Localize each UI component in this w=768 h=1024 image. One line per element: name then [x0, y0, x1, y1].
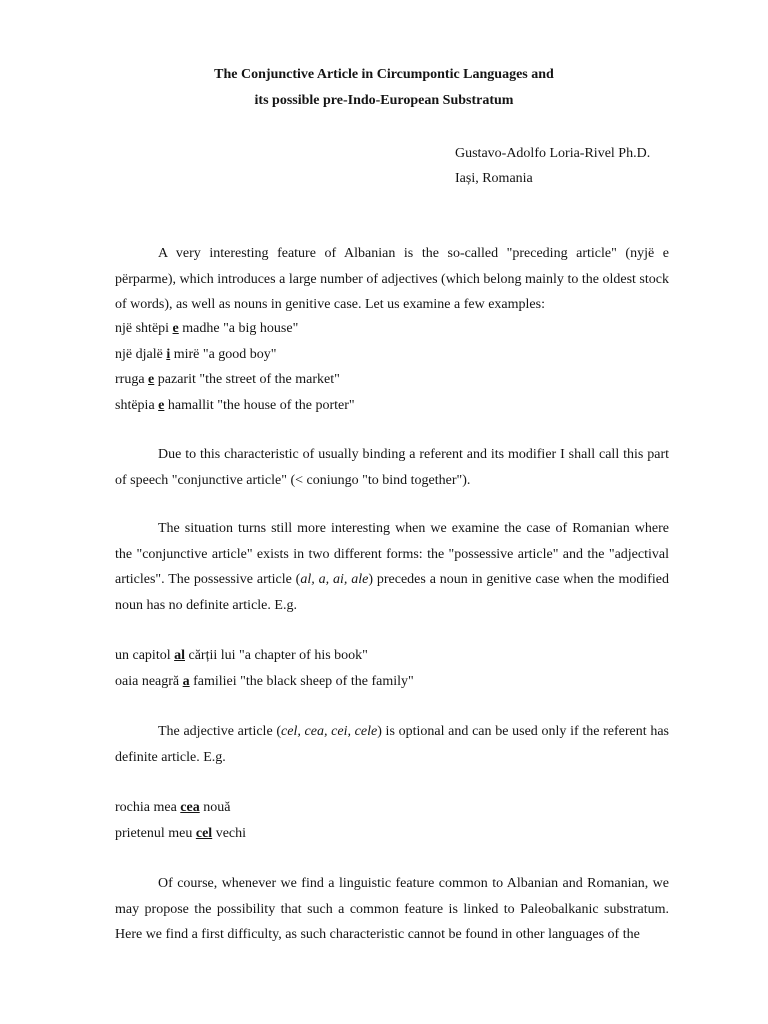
romanian-adjective-examples — [115, 795, 246, 846]
paragraph-5: Of course, whenever we find a linguistic feature common to Albanian and Romanian, we may propose the possibility that such a common feature is linked to Paleobalkanic substratum. Here we find a first difficulty, as such characteristic cannot be found in other languages of the — [115, 876, 669, 942]
possessive-article: a — [182, 673, 190, 689]
paragraph-2: Due to this characteristic of usually binding a referent and its modifier I shall call this part of speech "conjunctive article" (< coniungo "to bind together"). — [115, 447, 669, 488]
adjective-article: cel — [195, 825, 213, 841]
paragraph-1: A very interesting feature of Albanian is the so-called "preceding article" (nyjë e përparme), which introduces a large number of adjectives (which belong mainly to the oldest stock of words), as well as nouns in genitive case. Let us examine a few examples: — [115, 246, 669, 312]
adjective-forms: cel, cea, cei, cele — [281, 724, 378, 739]
conjunctive-article: e — [148, 372, 155, 387]
example-line: një djalë i mirë "a good boy" — [115, 346, 277, 362]
conjunctive-article: e — [172, 321, 179, 336]
title-line-2: its possible pre-Indo-European Substratum — [254, 93, 514, 108]
example-line: rochia mea cea nouă — [115, 800, 231, 815]
paragraph-3: The situation turns still more interesting when we examine the case of Romanian where the "conjunctive article" exists in two different forms: the "possessive article" and the "adjectival articles". The possessive article (al, a, ai, ale) precedes a noun in genitive case when the modified noun has no definite article. E.g. — [115, 521, 670, 613]
conjunctive-article: i — [166, 346, 171, 362]
example-line: rruga e pazarit "the street of the market" — [115, 372, 340, 387]
author-location: Iași, Romania — [455, 171, 533, 186]
possessive-forms: al, a, ai, ale — [300, 572, 369, 587]
conjunctive-article: e — [158, 397, 165, 413]
title-line-1: The Conjunctive Article in Circumpontic Languages and — [214, 67, 554, 82]
example-line: një shtëpi e madhe "a big house" — [115, 321, 299, 336]
albanian-examples — [115, 316, 355, 418]
example-line: prietenul meu cel vechi — [115, 825, 247, 841]
paragraph-4: The adjective article (cel, cea, cei, cele) is optional and can be used only if the referent has definite article. E.g. — [115, 724, 669, 765]
possessive-article: al — [174, 648, 185, 663]
example-line: oaia neagră a familiei "the black sheep of the family" — [115, 673, 414, 689]
romanian-possessive-examples — [115, 643, 414, 694]
adjective-article: cea — [180, 800, 200, 815]
example-line: un capitol al cărții lui "a chapter of his book" — [115, 648, 368, 663]
example-line: shtëpia e hamallit "the house of the porter" — [115, 397, 355, 413]
author-name: Gustavo-Adolfo Loria-Rivel Ph.D. — [455, 146, 651, 161]
